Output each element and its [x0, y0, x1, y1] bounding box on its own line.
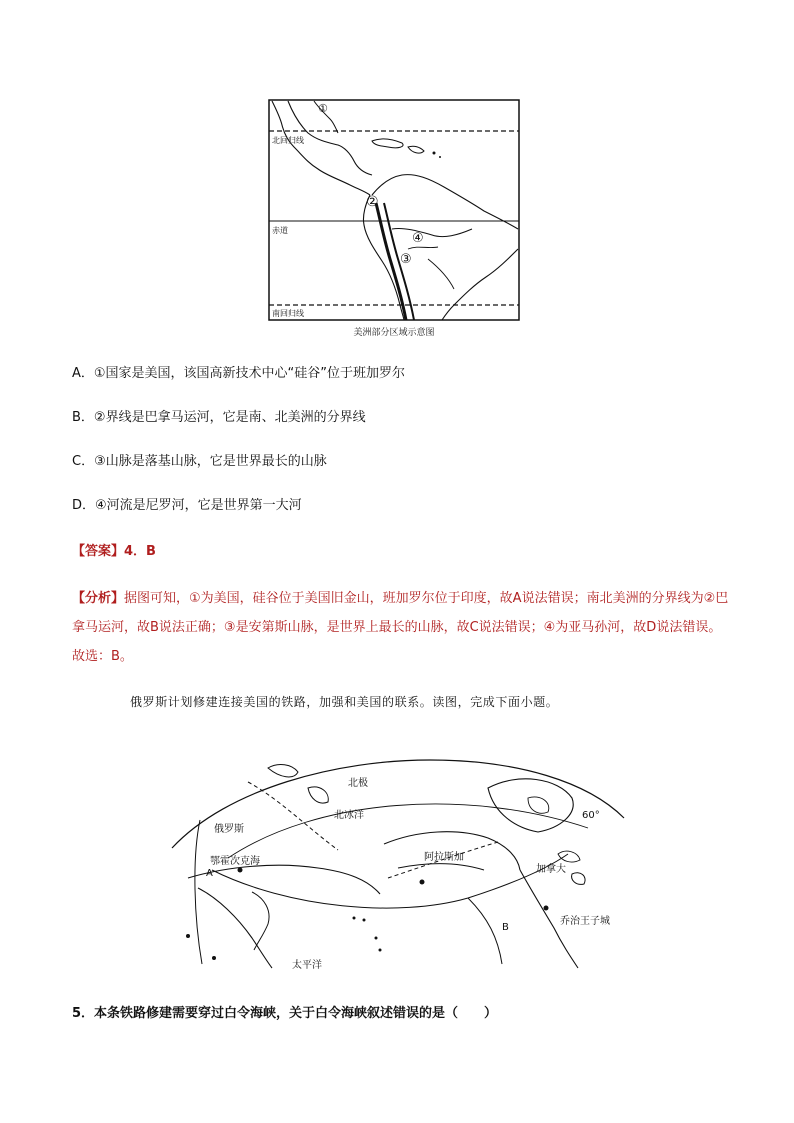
prince-george-label: 乔治王子城: [560, 916, 610, 927]
tropic-south-label: 南回归线: [272, 309, 304, 318]
americas-map: [268, 99, 520, 321]
analysis-tag: 【分析】: [72, 591, 125, 606]
answer: 【答案】4．B: [72, 544, 156, 559]
alaska-label: 阿拉斯加: [424, 852, 464, 863]
marker-4: ④: [412, 231, 424, 246]
option-c: C．③山脉是落基山脉，它是世界最长的山脉: [72, 454, 327, 469]
question-5: 5．本条铁路修建需要穿过白令海峡，关于白令海峡叙述错误的是（ ）: [72, 1006, 498, 1021]
option-d: D．④河流是尼罗河，它是世界第一大河: [72, 498, 302, 513]
north-pole-label: 北极: [348, 778, 368, 789]
option-a: A．①国家是美国，该国高新技术中心“硅谷”位于班加罗尔: [72, 366, 406, 381]
analysis-text: 据图可知，①为美国，硅谷位于美国旧金山，班加罗尔位于印度，故A说法错误；南北美洲的分界线为②巴拿马运河，故B说法正确；③是安第斯山脉，是世界上最长的山脉，故C说法错误；④为亚马孙河，故D说法错误。故选：B。: [72, 591, 729, 664]
russia-label: 俄罗斯: [214, 824, 244, 835]
map-caption: 美洲部分区域示意图: [353, 328, 435, 338]
marker-1: ①: [318, 102, 328, 115]
arctic-railway-map: [168, 758, 628, 970]
analysis: [72, 584, 732, 671]
marker-3: ③: [400, 252, 412, 267]
pacific-label: 太平洋: [292, 960, 322, 970]
question-intro: 俄罗斯计划修建连接美国的铁路，加强和美国的联系。读图，完成下面小题。: [130, 695, 559, 709]
option-b: B．②界线是巴拿马运河，它是南、北美洲的分界线: [72, 410, 366, 425]
point-b-label: B: [502, 922, 509, 933]
point-a-label: A: [206, 868, 213, 879]
arctic-ocean-label: 北冰洋: [334, 810, 364, 821]
marker-2: ②: [366, 194, 379, 210]
lat60-label: 60°: [582, 810, 600, 821]
okhotsk-label: 鄂霍次克海: [210, 856, 260, 867]
canada-label: 加拿大: [536, 864, 566, 875]
tropic-north-label: 北回归线: [272, 136, 304, 145]
equator-label: 赤道: [272, 226, 288, 235]
